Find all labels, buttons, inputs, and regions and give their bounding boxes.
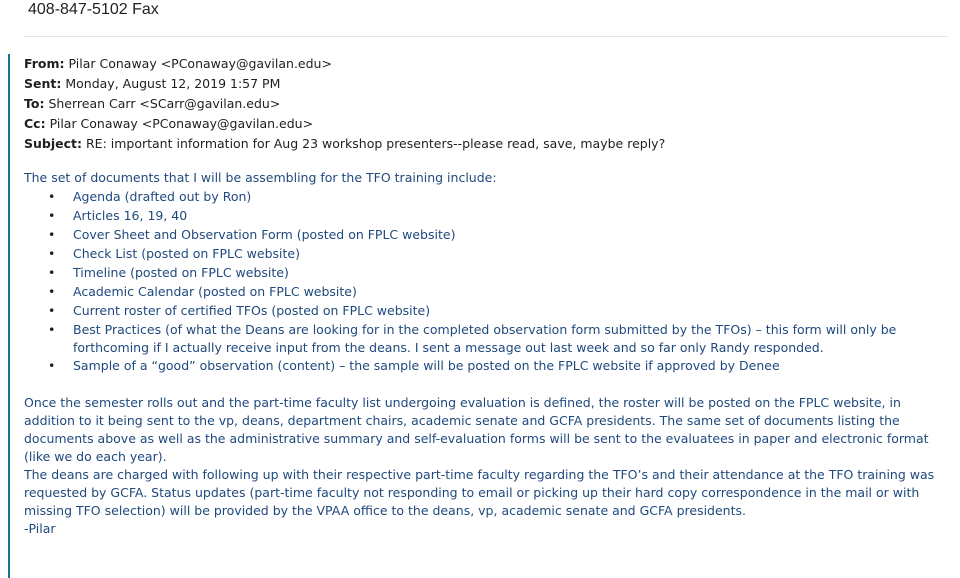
list-item xyxy=(24,321,944,357)
bullet-icon: • xyxy=(48,208,56,223)
email-headers xyxy=(24,54,944,154)
body-paragraph: Once the semester rolls out and the part-time faculty list undergoing evaluation is defined, the roster will be posted on the FPLC website, in addition to it being sent to the vp, deans, department chairs, academic senate and GCFA presidents. The same set of documents listing the documents above as well as the administrative summary and self-evaluation forms will be sent to the evaluatees in paper and electronic format (like we do each year). xyxy=(24,395,929,464)
header-to xyxy=(24,94,944,114)
list-item-text: Articles 16, 19, 40 xyxy=(73,208,188,223)
bullet-icon: • xyxy=(48,246,56,261)
list-item xyxy=(24,207,944,226)
signature: -Pilar xyxy=(24,521,56,536)
list-item-text: Agenda (drafted out by Ron) xyxy=(73,189,252,204)
list-item-text: Check List (posted on FPLC website) xyxy=(73,246,300,261)
header-key: To: xyxy=(24,96,45,111)
list-item-text: Sample of a “good” observation (content) – the sample will be posted on the FPLC website if approved by Denee xyxy=(73,358,780,373)
bullet-icon: • xyxy=(48,227,56,242)
header-sent xyxy=(24,74,944,94)
list-item xyxy=(24,245,944,264)
document-list xyxy=(24,188,944,376)
list-item-text: Current roster of certified TFOs (posted on FPLC website) xyxy=(73,303,431,318)
header-cc xyxy=(24,114,944,134)
header-key: From: xyxy=(24,56,65,71)
bullet-icon: • xyxy=(48,265,56,280)
bullet-icon: • xyxy=(48,284,56,299)
fax-number: 408-847-5102 Fax xyxy=(28,1,159,18)
list-item xyxy=(24,188,944,207)
header-value: RE: important information for Aug 23 workshop presenters--please read, save, maybe reply? xyxy=(85,136,666,151)
header-from xyxy=(24,54,944,74)
body-paragraph: The deans are charged with following up with their respective part-time faculty regarding the TFO’s and their attendance at the TFO training was requested by GCFA. Status updates (part-time faculty not responding to email or picking up their hard copy correspondence in the mail or with missing TFO selection) will be provided by the VPAA office to the deans, vp, academic senate and GCFA presidents. xyxy=(24,467,935,518)
header-value: Sherrean Carr <SCarr@gavilan.edu> xyxy=(48,96,281,111)
list-item xyxy=(24,264,944,283)
bullet-icon: • xyxy=(48,322,56,337)
header-key: Sent: xyxy=(24,76,62,91)
list-item-text: Academic Calendar (posted on FPLC website) xyxy=(73,284,357,299)
bullet-icon: • xyxy=(48,303,56,318)
header-key: Subject: xyxy=(24,136,82,151)
body-intro: The set of documents that I will be assembling for the TFO training include: xyxy=(24,170,497,185)
list-item xyxy=(24,283,944,302)
list-item xyxy=(24,302,944,321)
header-key: Cc: xyxy=(24,116,46,131)
email-body xyxy=(24,168,944,538)
header-value: Monday, August 12, 2019 1:57 PM xyxy=(65,76,281,91)
header-subject xyxy=(24,134,944,154)
divider xyxy=(24,36,947,37)
list-item-text: Cover Sheet and Observation Form (posted on FPLC website) xyxy=(73,227,456,242)
list-item xyxy=(24,226,944,245)
bullet-icon: • xyxy=(48,189,56,204)
list-item-text: Timeline (posted on FPLC website) xyxy=(73,265,289,280)
list-item-text: Best Practices (of what the Deans are looking for in the completed observation form submitted by the TFOs) – this form will only be forthcoming if I actually receive input from the deans. I sent a message out last week and so far only Randy responded. xyxy=(73,322,897,355)
quote-bar xyxy=(8,54,10,578)
bullet-icon: • xyxy=(48,358,56,373)
header-value: Pilar Conaway <PConaway@gavilan.edu> xyxy=(68,56,332,71)
email-message xyxy=(24,54,944,538)
list-item xyxy=(24,357,944,376)
header-value: Pilar Conaway <PConaway@gavilan.edu> xyxy=(49,116,314,131)
